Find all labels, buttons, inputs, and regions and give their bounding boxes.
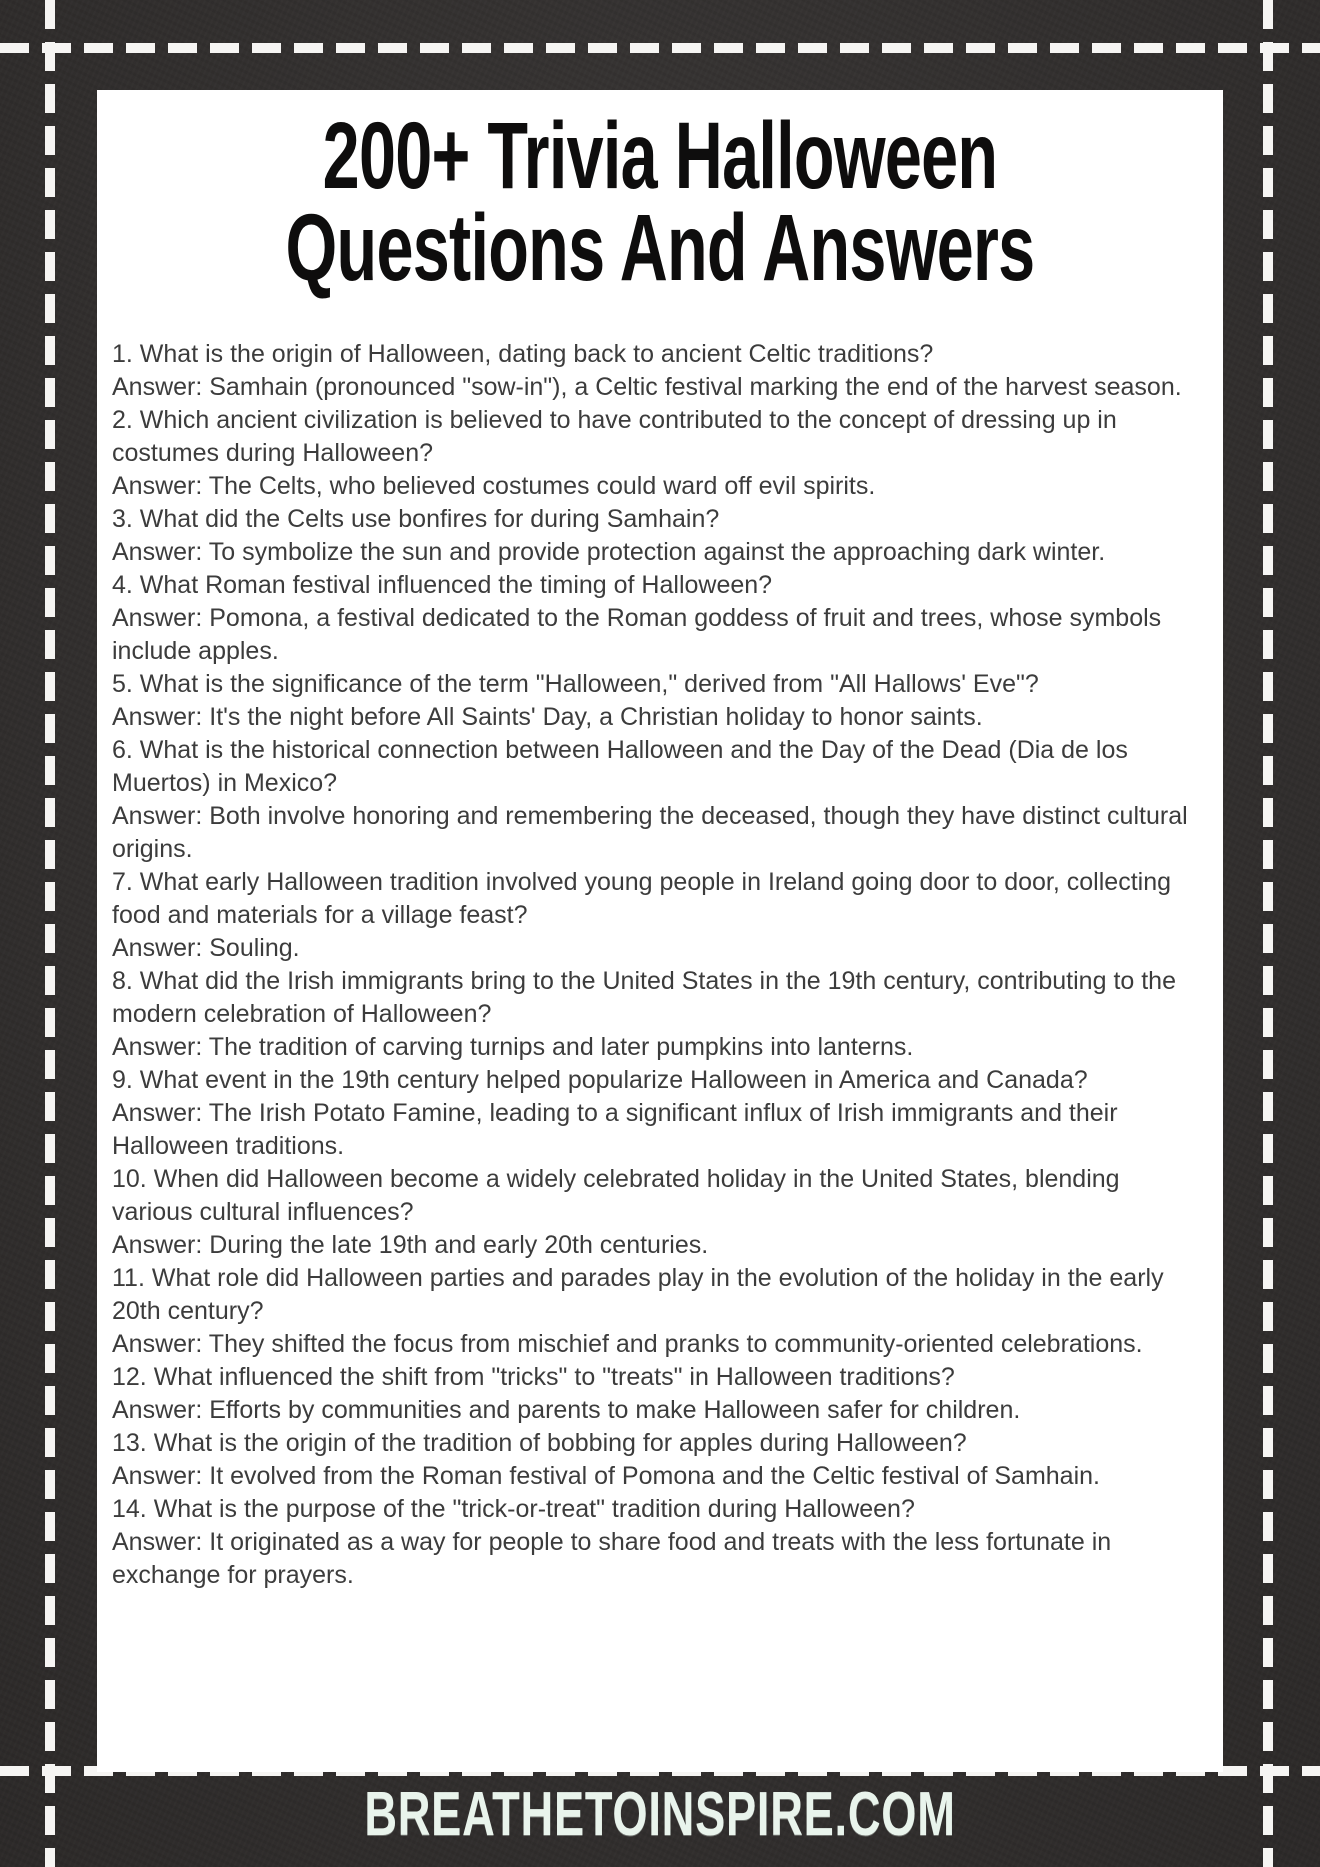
answer-text: Answer: It's the night before All Saints' Day, a Christian holiday to honor saints.	[112, 703, 983, 731]
page-title-line-2: Questions And Answers	[285, 195, 1035, 301]
cut-guide-line-right	[1263, 0, 1273, 1867]
cut-guide-line-top	[0, 43, 1320, 53]
question-text: 4. What Roman festival influenced the timing of Halloween?	[112, 571, 773, 599]
question-text: 7. What early Halloween tradition involved young people in Ireland going door to door, collecting food and materials for a village feast?	[112, 868, 1171, 929]
question-text: 10. When did Halloween become a widely celebrated holiday in the United States, blending various cultural influences?	[112, 1165, 1120, 1226]
question-text: 1. What is the origin of Halloween, dating back to ancient Celtic traditions?	[112, 340, 934, 368]
question-text: 11. What role did Halloween parties and parades play in the evolution of the holiday in the early 20th century?	[112, 1264, 1164, 1325]
answer-text: Answer: Pomona, a festival dedicated to the Roman goddess of fruit and trees, whose symbols include apples.	[112, 604, 1162, 665]
cut-guide-line-left	[45, 0, 55, 1867]
answer-text: Answer: The Irish Potato Famine, leading to a significant influx of Irish immigrants and their Halloween traditions.	[112, 1099, 1118, 1160]
answer-text: Answer: The Celts, who believed costumes could ward off evil spirits.	[112, 472, 876, 500]
answer-text: Answer: They shifted the focus from mischief and pranks to community-oriented celebrations.	[112, 1330, 1143, 1358]
answer-text: Answer: It evolved from the Roman festival of Pomona and the Celtic festival of Samhain.	[112, 1462, 1100, 1490]
footer-site-name: BREATHETOINSPIRE.COM	[364, 1780, 956, 1849]
page-title-line-1: 200+ Trivia Halloween	[322, 103, 998, 209]
question-text: 12. What influenced the shift from "tricks" to "treats" in Halloween traditions?	[112, 1363, 955, 1391]
answer-text: Answer: The tradition of carving turnips and later pumpkins into lanterns.	[112, 1033, 914, 1061]
question-text: 8. What did the Irish immigrants bring to the United States in the 19th century, contributing to the modern celebration of Halloween?	[112, 967, 1176, 1028]
answer-text: Answer: To symbolize the sun and provide protection against the approaching dark winter.	[112, 538, 1106, 566]
question-text: 13. What is the origin of the tradition of bobbing for apples during Halloween?	[112, 1429, 967, 1457]
question-text: 14. What is the purpose of the "trick-or-treat" tradition during Halloween?	[112, 1495, 915, 1523]
answer-text: Answer: Efforts by communities and parents to make Halloween safer for children.	[112, 1396, 1021, 1424]
answer-text: Answer: Samhain (pronounced "sow-in"), a Celtic festival marking the end of the harvest season.	[112, 373, 1182, 401]
answer-text: Answer: During the late 19th and early 20th centuries.	[112, 1231, 709, 1259]
answer-text: Answer: Both involve honoring and remembering the deceased, though they have distinct cultural origins.	[112, 802, 1188, 863]
answer-text: Answer: It originated as a way for people to share food and treats with the less fortunate in exchange for prayers.	[112, 1528, 1112, 1589]
question-text: 9. What event in the 19th century helped popularize Halloween in America and Canada?	[112, 1066, 1088, 1094]
page-title	[266, 90, 1054, 301]
answer-text: Answer: Souling.	[112, 934, 300, 962]
question-text: 2. Which ancient civilization is believed to have contributed to the concept of dressing up in costumes during Halloween?	[112, 406, 1117, 467]
question-text: 6. What is the historical connection between Halloween and the Day of the Dead (Dia de los Muertos) in Mexico?	[112, 736, 1128, 797]
question-text: 5. What is the significance of the term "Halloween," derived from "All Hallows' Eve"?	[112, 670, 1039, 698]
qa-list	[112, 338, 1205, 1592]
content-card	[97, 90, 1223, 1772]
question-text: 3. What did the Celts use bonfires for during Samhain?	[112, 505, 720, 533]
